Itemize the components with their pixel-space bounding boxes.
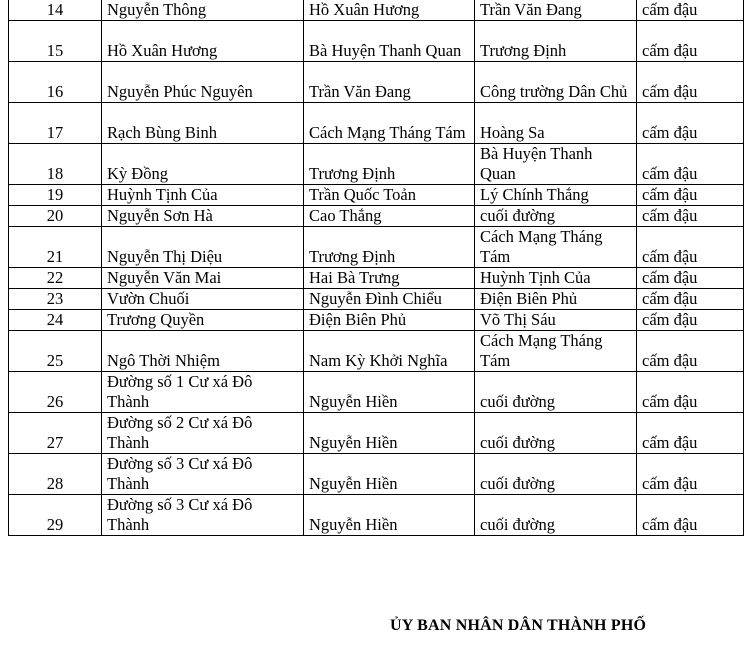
row-number: 26 (9, 372, 102, 413)
street-name: Huỳnh Tịnh Của (102, 185, 304, 206)
table-row (9, 206, 744, 227)
segment-to: cuối đường (475, 372, 637, 413)
segment-from: Nguyễn Hiền (304, 413, 475, 454)
segment-from: Bà Huyện Thanh Quan (304, 21, 475, 62)
table-row (9, 454, 744, 495)
segment-from: Nguyễn Đình Chiểu (304, 289, 475, 310)
table-row (9, 185, 744, 206)
table-row (9, 310, 744, 331)
table-row (9, 0, 744, 21)
parking-rule: cấm đậu (637, 62, 744, 103)
street-name: Hồ Xuân Hương (102, 21, 304, 62)
segment-from: Nguyễn Hiền (304, 372, 475, 413)
segment-from: Trương Định (304, 144, 475, 185)
row-number: 14 (9, 0, 102, 21)
table-row (9, 144, 744, 185)
segment-to: cuối đường (475, 495, 637, 536)
street-name: Rạch Bùng Binh (102, 103, 304, 144)
street-name: Ngô Thời Nhiệm (102, 331, 304, 372)
parking-rule: cấm đậu (637, 144, 744, 185)
signature-title: ỦY BAN NHÂN DÂN THÀNH PHỐ (390, 617, 647, 634)
table-row (9, 495, 744, 536)
segment-to: Công trường Dân Chủ (475, 62, 637, 103)
row-number: 18 (9, 144, 102, 185)
table-row (9, 21, 744, 62)
parking-rule: cấm đậu (637, 21, 744, 62)
segment-to: cuối đường (475, 413, 637, 454)
street-name: Nguyễn Văn Mai (102, 268, 304, 289)
segment-to: Trần Văn Đang (475, 0, 637, 21)
segment-to: cuối đường (475, 206, 637, 227)
parking-rule: cấm đậu (637, 454, 744, 495)
segment-from: Trần Quốc Toản (304, 185, 475, 206)
segment-to: Huỳnh Tịnh Của (475, 268, 637, 289)
street-name: Đường số 1 Cư xá Đô Thành (102, 372, 304, 413)
row-number: 28 (9, 454, 102, 495)
row-number: 24 (9, 310, 102, 331)
row-number: 17 (9, 103, 102, 144)
segment-from: Nguyễn Hiền (304, 454, 475, 495)
street-name: Đường số 2 Cư xá Đô Thành (102, 413, 304, 454)
parking-rule: cấm đậu (637, 227, 744, 268)
row-number: 23 (9, 289, 102, 310)
row-number: 22 (9, 268, 102, 289)
parking-rule: cấm đậu (637, 495, 744, 536)
segment-to: Cách Mạng Tháng Tám (475, 331, 637, 372)
row-number: 20 (9, 206, 102, 227)
segment-to: Cách Mạng Tháng Tám (475, 227, 637, 268)
parking-rule: cấm đậu (637, 331, 744, 372)
parking-rule: cấm đậu (637, 103, 744, 144)
segment-to: Lý Chính Thắng (475, 185, 637, 206)
row-number: 21 (9, 227, 102, 268)
segment-from: Cách Mạng Tháng Tám (304, 103, 475, 144)
row-number: 15 (9, 21, 102, 62)
street-name: Nguyễn Thông (102, 0, 304, 21)
table-row (9, 413, 744, 454)
parking-rule: cấm đậu (637, 310, 744, 331)
street-name: Nguyễn Phúc Nguyên (102, 62, 304, 103)
row-number: 19 (9, 185, 102, 206)
segment-to: cuối đường (475, 454, 637, 495)
street-name: Kỳ Đồng (102, 144, 304, 185)
street-name: Nguyễn Thị Diệu (102, 227, 304, 268)
street-name: Trương Quyền (102, 310, 304, 331)
parking-rule: cấm đậu (637, 372, 744, 413)
table-row (9, 62, 744, 103)
table-row (9, 227, 744, 268)
segment-from: Nguyễn Hiền (304, 495, 475, 536)
parking-rule: cấm đậu (637, 268, 744, 289)
street-name: Đường số 3 Cư xá Đô Thành (102, 495, 304, 536)
row-number: 16 (9, 62, 102, 103)
table-row (9, 103, 744, 144)
parking-rule: cấm đậu (637, 0, 744, 21)
segment-from: Trương Định (304, 227, 475, 268)
table-row (9, 268, 744, 289)
segment-to: Điện Biên Phủ (475, 289, 637, 310)
segment-from: Cao Thắng (304, 206, 475, 227)
segment-to: Võ Thị Sáu (475, 310, 637, 331)
row-number: 25 (9, 331, 102, 372)
row-number: 29 (9, 495, 102, 536)
street-parking-table (8, 0, 744, 536)
street-name: Đường số 3 Cư xá Đô Thành (102, 454, 304, 495)
table-row (9, 331, 744, 372)
segment-from: Nam Kỳ Khởi Nghĩa (304, 331, 475, 372)
street-name: Vườn Chuối (102, 289, 304, 310)
segment-to: Bà Huyện Thanh Quan (475, 144, 637, 185)
segment-from: Trần Văn Đang (304, 62, 475, 103)
parking-rule: cấm đậu (637, 206, 744, 227)
parking-rule: cấm đậu (637, 289, 744, 310)
segment-from: Hai Bà Trưng (304, 268, 475, 289)
row-number: 27 (9, 413, 102, 454)
segment-from: Điện Biên Phủ (304, 310, 475, 331)
parking-rule: cấm đậu (637, 413, 744, 454)
table-row (9, 289, 744, 310)
segment-from: Hồ Xuân Hương (304, 0, 475, 21)
segment-to: Trương Định (475, 21, 637, 62)
table-row (9, 372, 744, 413)
street-name: Nguyễn Sơn Hà (102, 206, 304, 227)
parking-rule: cấm đậu (637, 185, 744, 206)
segment-to: Hoàng Sa (475, 103, 637, 144)
